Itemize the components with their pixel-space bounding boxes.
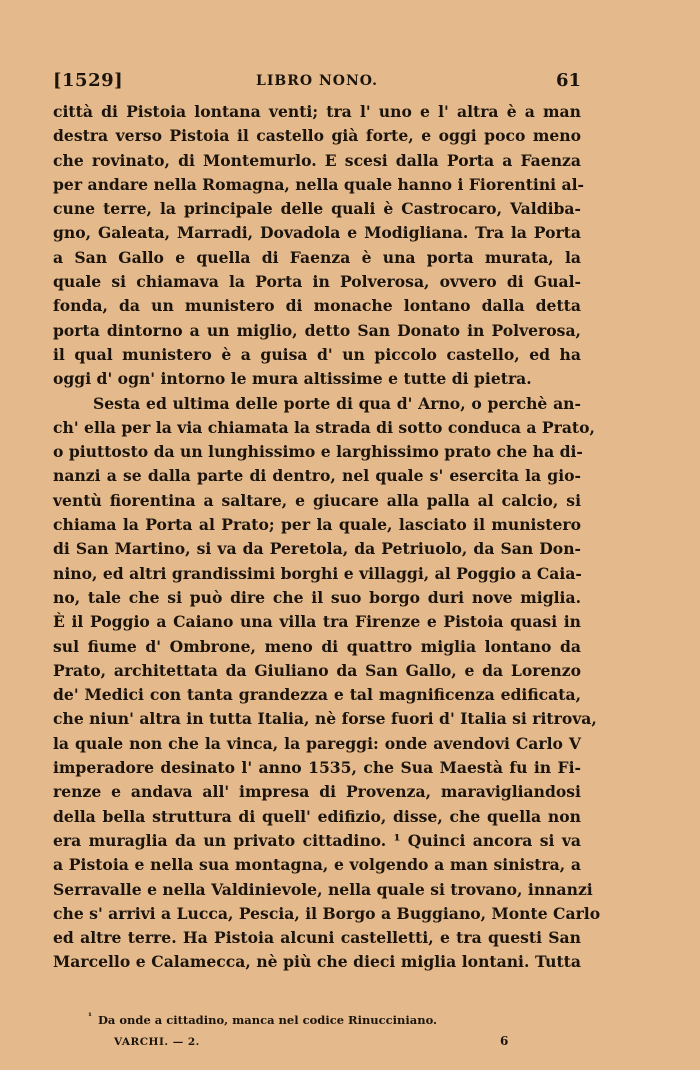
text-line: che rovinato, di Montemurlo. E scesi dalla Porta a Faenza [53,150,581,170]
text-line: fonda, da un munistero di monache lontano dalla detta [53,296,581,316]
text-line: porta dintorno a un miglio, detto San Donato in Polverosa, [53,320,581,340]
footnote-text: Da onde a cittadino, manca nel codice Rinucciniano. [97,1012,438,1027]
signature-number: 6 [500,1034,509,1048]
text-line: cune terre, la principale delle quali è Castrocaro, Valdiba- [53,199,581,219]
text-line: città di Pistoia lontana venti; tra l' uno e l' altra è a man [53,102,581,121]
text-line: la quale non che la vinca, la pareggi: onde avendovi Carlo V [53,733,581,753]
text-line: di San Martino, si va da Peretola, da Petriuolo, da San Don- [53,539,581,559]
text-line: nino, ed altri grandissimi borghi e villaggi, al Poggio a Caia- [53,563,582,583]
text-line: imperadore desinato l' anno 1535, che Sua Maestà fu in Fi- [53,758,581,778]
text-line: quale si chiamava la Porta in Polverosa, ovvero di Gual- [53,272,581,292]
text-line: Sesta ed ultima delle porte di qua d' Arno, o perchè an- [93,393,581,413]
header-year: [1529] [53,70,124,91]
signature-mark: VARCHI. — 2. [114,1036,200,1048]
running-header [53,70,581,100]
text-line: nanzi a se dalla parte di dentro, nel quale s' esercita la gio- [53,466,581,486]
text-line: o piuttosto da un lunghissimo e larghissimo prato che ha di- [53,442,583,462]
text-line: ventù fiorentina a saltare, e giucare alla palla al calcio, si [53,490,581,510]
text-line: Prato, architettata da Giuliano da San Gallo, e da Lorenzo [53,660,581,680]
text-line: che s' arrivi a Lucca, Pescia, il Borgo a Buggiano, Monte Carlo [53,903,601,923]
text-line: destra verso Pistoia il castello già forte, e oggi poco meno [53,126,581,146]
footnote-mark: ¹ [88,1012,92,1022]
footnote [88,1012,437,1027]
text-line: era muraglia da un privato cittadino. ¹ Quinci ancora si va [53,830,581,850]
text-line: È il Poggio a Caiano una villa tra Firenze e Pistoia quasi in [53,612,581,632]
text-line: de' Medici con tanta grandezza e tal magnificenza edificata, [53,685,581,705]
text-line: oggi d' ogn' intorno le mura altissime e tutte di pietra. [53,369,532,389]
text-line: gno, Galeata, Marradi, Dovadola e Modigliana. Tra la Porta [53,223,581,243]
text-line: a Pistoia e nella sua montagna, e volgendo a man sinistra, a [53,855,581,875]
text-line: il qual munistero è a guisa d' un piccolo castello, ed ha [53,344,581,364]
paragraph [53,392,601,975]
text-line: Marcello e Calamecca, nè più che dieci miglia lontani. Tutta [53,952,581,972]
text-line: della bella struttura di quell' edifizio, disse, che quella non [53,806,581,826]
text-line: che niun' altra in tutta Italia, nè forse fuori d' Italia si ritrova, [53,709,597,729]
text-line: ed altre terre. Ha Pistoia alcuni castelletti, e tra questi San [53,928,581,948]
page-number: 61 [555,70,581,91]
text-line: ch' ella per la via chiamata la strada di sotto conduca a Prato, [53,417,595,437]
text-line: sul fiume d' Ombrone, meno di quattro miglia lontano da [53,636,581,656]
text-line: chiama la Porta al Prato; per la quale, lasciato il munistero [53,515,581,535]
header-title: LIBRO NONO. [256,73,378,89]
paragraph [53,100,585,392]
text-line: a San Gallo e quella di Faenza è una porta murata, la [53,247,581,267]
page [53,70,601,975]
text-line: renze e andava all' impresa di Provenza, maravigliandosi [53,782,581,802]
body-text [53,100,601,975]
text-line: per andare nella Romagna, nella quale hanno i Fiorentini al- [53,174,585,194]
text-line: Serravalle e nella Valdinievole, nella quale si trovano, innanzi [53,879,593,899]
text-line: no, tale che si può dire che il suo borgo duri nove miglia. [53,587,581,607]
